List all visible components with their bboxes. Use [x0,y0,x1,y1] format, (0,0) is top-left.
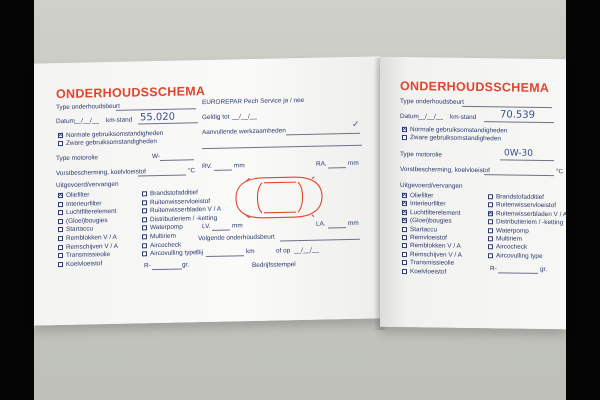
checklist-item: Luchtfilterelement [410,208,461,217]
handwritten-motorolie: 0W-30 [504,148,533,159]
checklist-item: Transmissieolie [66,251,111,260]
checklist-item: Remvloeistof [410,234,447,242]
checklist-item: Remschijven V / A [410,250,462,259]
checklist-item: Koelvloeistof [66,259,103,268]
checklist-item: (Gloei)bougies [410,217,452,225]
checklist-checkbox [402,227,407,232]
checklist-checkbox [142,191,147,196]
volgende-label: Volgende onderhoudsbeurt [198,233,275,243]
checklist-checkbox [402,218,407,223]
maintenance-booklet [34,58,566,330]
checklist-item: (Gloei)bougies [66,216,108,225]
checklist-item: Waterpomp [496,226,529,235]
checklist-checkbox [58,236,63,241]
handwritten-km-stand: 70.539 [500,109,535,121]
checklist-checkbox [58,262,63,267]
black-border-right [566,0,600,400]
checklist-checkbox [488,245,493,250]
right-page: ONDERHOUDSSCHEMA Type onderhoudsbeurt Datum __/__/__ km-stand 70.539 ✕ Normale gebruiksomstandigheden Zware gebruiksomstandigheden Type motorolie 0W-30 Vorstbescherming, koelvloeistof °C Uitgevoerd/vervangen ✕ Oliefilter ✕ Interieurfilter ✕ Luchtfilterelement ✕ (Gloei)bougies Startaccu Remvloeistof Remblokken V / A Remschijven V / A Transmissieolie Koelvloeistof Brandstofadditief Ruitenwisservloeistof ✕ Ruitenwisserbladen V / A Distributieriem / -ketting Waterpomp Multiriem Aircocheck Aircovulling type R- gr. [380,57,566,330]
normale-checkbox [402,127,407,132]
page-title: ONDERHOUDSSCHEMA [400,78,550,96]
checklist-item: Transmissieolie [410,259,455,267]
checklist-item: Interieurfilter [410,200,446,209]
type-motorolie-label: Type motorolie [400,150,442,159]
checklist-item: Startaccu [66,225,93,234]
datum-label: Datum [400,112,419,121]
checklist-item: Waterpomp [150,223,183,232]
checklist-item: Ruitenwisservloeistof [150,197,211,206]
checklist-item: Ruitenwisserbladen V / A [150,205,222,215]
checklist-checkbox [58,202,63,207]
page-title: ONDERHOUDSSCHEMA [56,84,206,102]
checklist-checkbox [488,253,493,258]
checklist-checkbox [142,200,147,205]
checklist-item: Distributieriem / -ketting [496,218,564,227]
checklist-checkbox [488,236,493,241]
checklist-item: Oliefilter [410,192,434,200]
checklist-item: Remblokken V / A [410,242,461,251]
checklist-item: Luchtfilterelement [66,208,117,217]
checklist-checkbox [142,243,147,248]
checklist-checkbox [142,251,147,256]
field-line [116,108,196,111]
checklist-item: Startaccu [410,225,437,234]
checklist-checkbox [488,228,493,233]
type-motorolie-label: Type motorolie [56,154,98,163]
checklist-checkbox [488,219,493,224]
checklist-checkbox [402,243,407,248]
aanvullende-label: Aanvullende werkzaamheden [202,127,286,137]
datum-label: Datum [56,117,75,126]
checklist-item: Oliefilter [66,191,90,199]
europrepar-label: EUROREPAR Pech Service ja / nee [202,96,305,107]
handwritten-km-stand: 55.020 [140,111,175,124]
checklist-checkbox [58,219,63,224]
checklist-item: Remblokken V / A [66,233,117,242]
checklist-item: Koelvloeistof [410,267,447,276]
checklist-item: Aircocheck [496,243,528,252]
zware-label: Zware gebruiksomstandigheden [66,138,157,147]
checklist-checkbox [58,253,63,258]
checklist-item: Brandstofadditief [150,189,198,198]
vorstbescherming-label: Vorstbescherming, koelvloeistof [56,168,146,178]
checklist-checkbox [488,211,493,216]
normale-label: Normale gebruiksomstandigheden [66,129,164,139]
type-onderhoudsbeurt-label: Type onderhoudsbeurt [400,97,464,106]
vorstbescherming-label: Vorstbescherming, koelvloeistof [400,165,490,175]
checklist-checkbox [402,269,407,274]
checklist-checkbox [142,208,147,213]
car-diagram-icon [228,169,328,225]
checklist-checkbox [402,201,407,206]
checklist-checkbox [58,227,63,232]
checklist-checkbox [58,245,63,250]
checklist-checkbox [488,194,493,199]
checklist-item: Remschijven V / A [66,242,118,251]
left-page: ONDERHOUDSSCHEMA Type onderhoudsbeurt Datum __/__/__ km-stand 55.020 ✕ Normale gebruiksomstandigheden Zware gebruiksomstandigheden Type motorolie W- Vorstbescherming, koelvloeistof °C EUROREPAR Pech Service ja / nee Geldig tot __/__/__ Aanvullende werkzaamheden ✓ RV. mm RA. mm LV. mm LA. mm Volgende onderhoudsbeurt Bij km of op __/__/__ Bedrijfsstempel Uitgevoerd/vervangen ✕ Oliefilter Interieurfilter Luchtfilterelement (Gloei)bougies Startaccu Remblokken V / A Remschijven V / A Transmissieolie Koelvloeistof Brandstofadditief Ruitenwisservloeistof Ruitenwisserbladen V / A Distributieriem / -ketting Waterpomp Multiriem Aircocheck Aircovulling type R- gr. [34,56,380,325]
checklist-checkbox [402,260,407,265]
zware-checkbox [402,135,407,140]
checklist-checkbox [488,203,493,208]
checklist-checkbox [58,193,63,198]
checklist-checkbox [402,193,407,198]
km-stand-label: km-stand [106,116,133,125]
normale-checkbox [58,133,63,138]
black-border-left [0,0,34,400]
handwritten-tick: ✓ [352,119,360,130]
checklist-item: Brandstofadditief [496,193,544,201]
checklist-item: Aircovulling type [150,249,197,258]
w-label: W- [152,152,161,161]
uitgevoerd-label: Uitgevoerd/vervangen [56,180,119,190]
checklist-checkbox [402,252,407,257]
checklist-item: Multiriem [496,235,522,243]
checklist-checkbox [142,234,147,239]
checklist-item: Ruitenwisserbladen V / A [496,210,568,219]
geldig-tot-label: Geldig tot [202,113,230,122]
checklist-item: Interieurfilter [66,199,102,208]
checklist-item: Distributieriem / -ketting [150,214,218,223]
uitgevoerd-label: Uitgevoerd/vervangen [400,181,463,190]
checklist-item: Aircovulling type [496,252,543,260]
zware-checkbox [58,141,63,146]
checklist-checkbox [142,226,147,231]
normale-label: Normale gebruiksomstandigheden [410,126,508,135]
bedrijfsstempel-label: Bedrijfsstempel [252,261,296,270]
checklist-checkbox [142,217,147,222]
checklist-item: Multiriem [150,232,176,241]
checklist-checkbox [402,210,407,215]
checklist-item: Ruitenwisservloeistof [496,201,557,210]
checklist-item: Aircocheck [150,241,182,249]
type-onderhoudsbeurt-label: Type onderhoudsbeurt [56,102,120,112]
km-stand-label: km-stand [450,113,477,122]
checklist-checkbox [58,210,63,215]
zware-label: Zware gebruiksomstandigheden [410,134,501,143]
checklist-checkbox [402,235,407,240]
